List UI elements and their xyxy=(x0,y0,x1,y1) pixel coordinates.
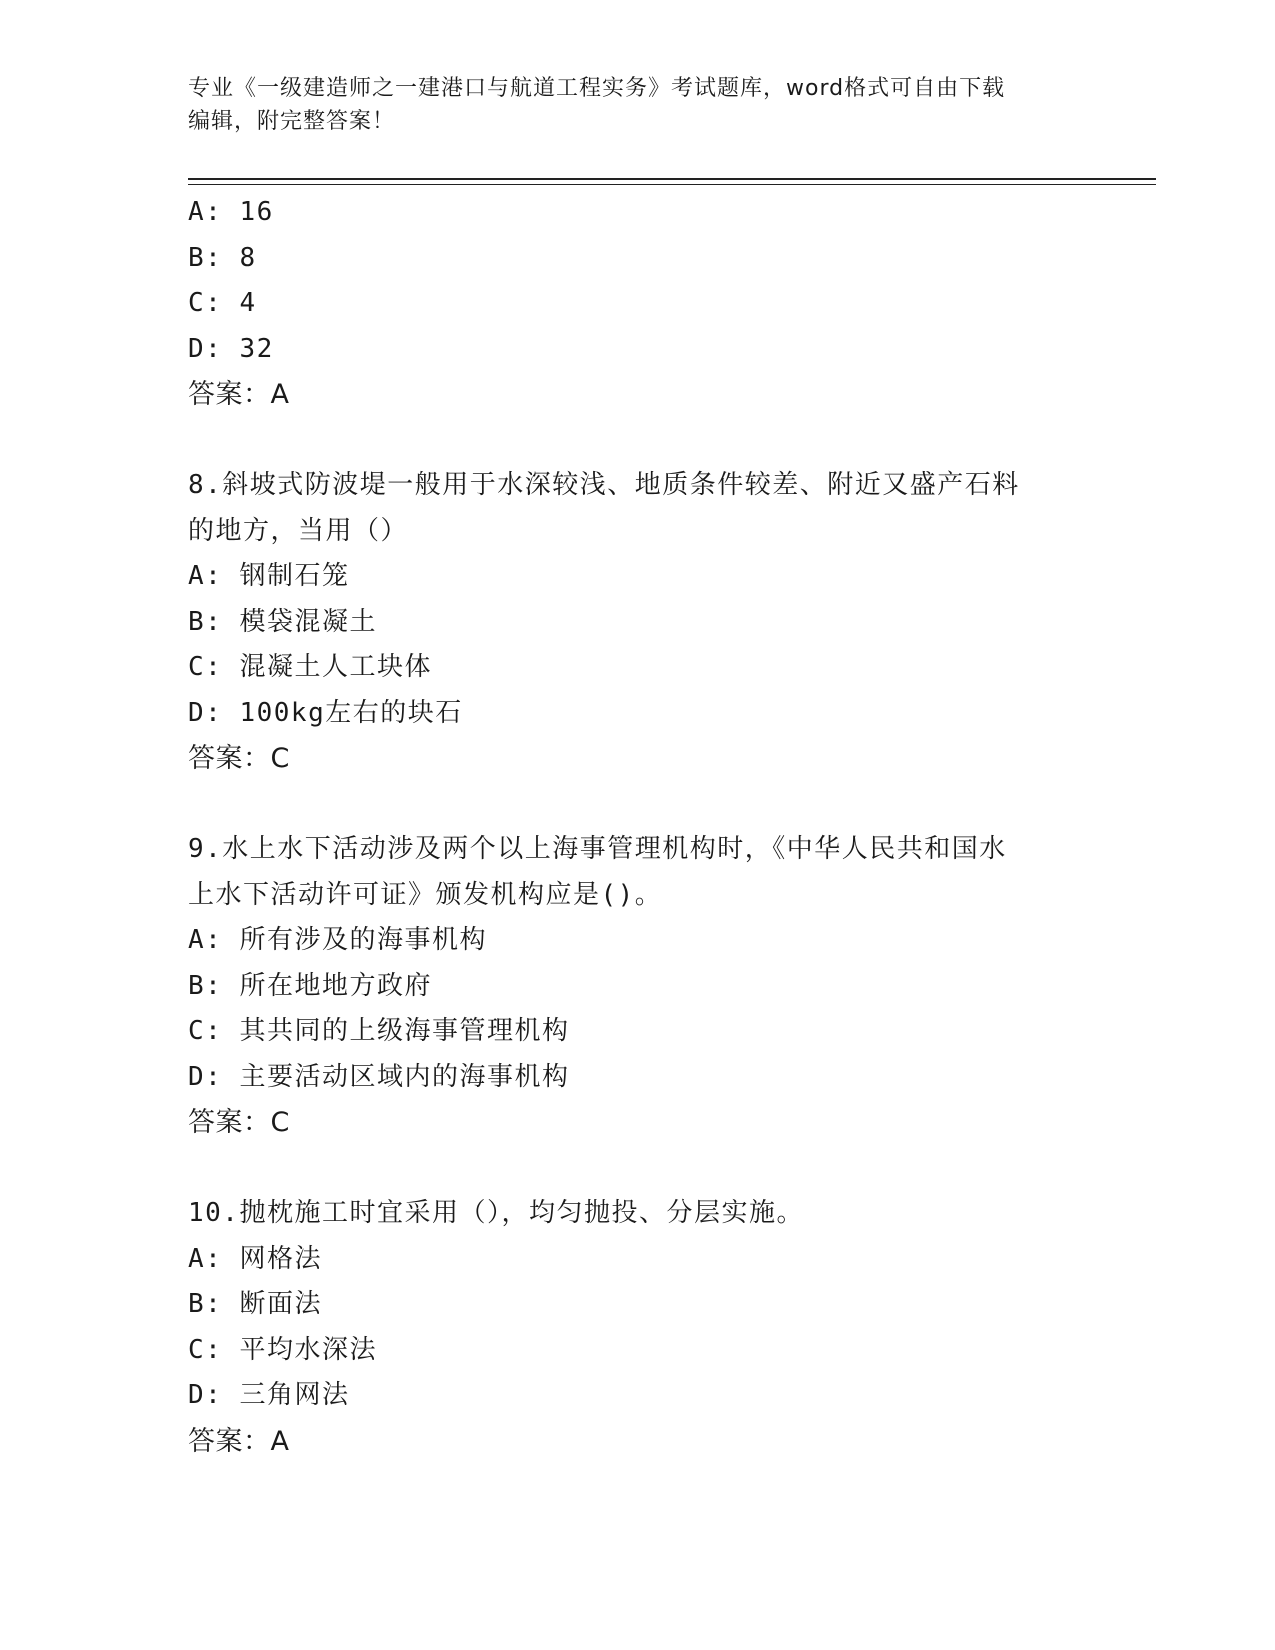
answer: 答案：A xyxy=(188,1425,290,1457)
option-b: B: 模袋混凝土 xyxy=(188,606,377,637)
question-text-line: 上水下活动许可证》颁发机构应是()。 xyxy=(188,879,663,910)
spacer xyxy=(188,1146,1088,1192)
option-c: C: 混凝土人工块体 xyxy=(188,652,432,682)
option-b: B: 断面法 xyxy=(188,1289,322,1319)
option-d: D: 三角网法 xyxy=(188,1380,350,1410)
option-c: C: 其共同的上级海事管理机构 xyxy=(188,1016,570,1046)
option-a: A: 所有涉及的海事机构 xyxy=(188,925,487,955)
question-7-tail xyxy=(188,190,1088,418)
header-divider-thick xyxy=(188,178,1156,180)
answer: 答案：C xyxy=(188,743,290,774)
option-d: D: 32 xyxy=(188,333,274,364)
option-a: A: 钢制石笼 xyxy=(188,561,350,591)
document-header xyxy=(188,72,1068,138)
spacer xyxy=(188,782,1088,828)
question-9 xyxy=(188,827,1088,1146)
document-body xyxy=(188,190,1088,1464)
question-text-line: 10.抛枕施工时宜采用（），均匀抛投、分层实施。 xyxy=(188,1198,804,1228)
header-line-1: 专业《一级建造师之一建港口与航道工程实务》考试题库，word格式可自由下载 xyxy=(188,76,1006,101)
option-d: D: 100kg左右的块石 xyxy=(188,697,463,728)
option-b: B: 所在地地方政府 xyxy=(188,970,432,1001)
question-text-line: 9.水上水下活动涉及两个以上海事管理机构时，《中华人民共和国水 xyxy=(188,834,1007,864)
option-c: C: 平均水深法 xyxy=(188,1334,377,1365)
question-text-line: 8.斜坡式防波堤一般用于水深较浅、地质条件较差、附近又盛产石料 xyxy=(188,470,1020,500)
question-text-line: 的地方，当用（） xyxy=(188,515,409,546)
header-divider-thin xyxy=(188,184,1156,185)
question-10 xyxy=(188,1191,1088,1464)
answer: 答案：C xyxy=(188,1107,290,1138)
option-c: C: 4 xyxy=(188,288,257,318)
answer: 答案：A xyxy=(188,379,290,410)
option-a: A: 16 xyxy=(188,197,274,227)
option-a: A: 网格法 xyxy=(188,1243,322,1274)
spacer xyxy=(188,418,1088,464)
question-8 xyxy=(188,463,1088,782)
option-d: D: 主要活动区域内的海事机构 xyxy=(188,1061,570,1092)
option-b: B: 8 xyxy=(188,242,257,273)
header-line-2: 编辑，附完整答案！ xyxy=(188,109,396,134)
